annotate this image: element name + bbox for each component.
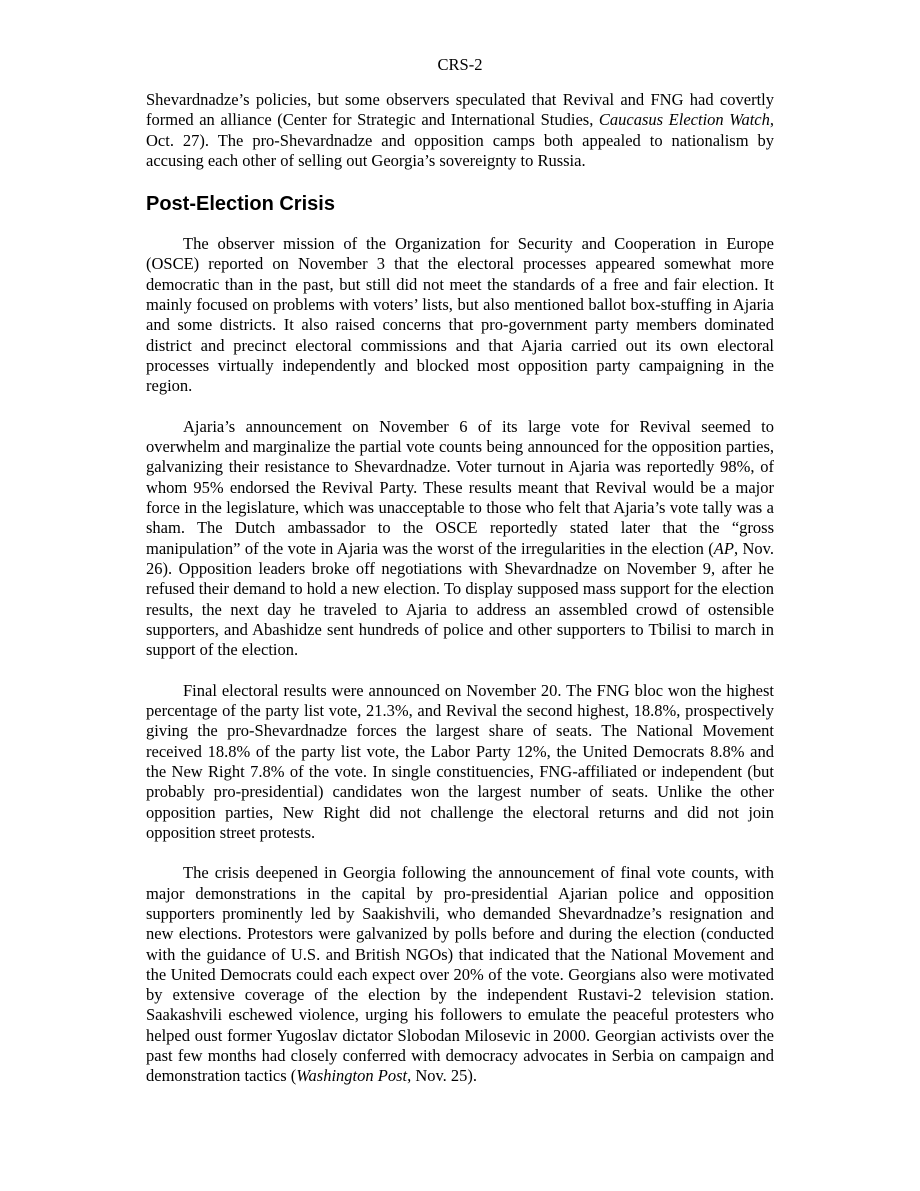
section-heading: Post-Election Crisis xyxy=(146,193,335,216)
document-page xyxy=(146,0,774,1087)
paragraph-2-text-2: , Nov. 26). Opposition leaders broke off negotiations with Shevardnadze on November 9, after he refused their demand to hold a new election. To display supposed mass support for the election results, the next day he traveled to Ajaria to address an assembled crowd of ostensible supporters, and Abashidze sent hundreds of police and other supporters to Tbilisi to march in support of the election. xyxy=(146,538,774,660)
paragraph-ajaria-announcement xyxy=(146,417,774,661)
page-number: CRS-2 xyxy=(437,55,483,74)
paragraph-crisis-deepened xyxy=(146,863,774,1086)
intro-paragraph xyxy=(146,90,774,171)
paragraph-osce-report: The observer mission of the Organization for Security and Cooperation in Europe (OSCE) reported on November 3 that the electoral processes appeared somewhat more democratic than in the past, but still did not meet the standards of a free and fair election. It mainly focused on problems with voters’ lists, but also mentioned ballot box-stuffing in Ajaria and some districts. It also raised concerns that pro-government party members dominated district and precinct electoral commissions and that Ajaria carried out its own electoral processes virtually independently and blocked most opposition party campaigning in the region. xyxy=(146,234,774,396)
intro-text-2: , Oct. 27). The pro-Shevardnadze and opposition camps both appealed to nationalism by accusing each other of selling out Georgia’s sovereignty to Russia. xyxy=(146,110,774,170)
paragraph-final-results: Final electoral results were announced on November 20. The FNG bloc won the highest percentage of the party list vote, 21.3%, and Revival the second highest, 18.8%, prospectively giving the pro-Shevardnadze forces the largest share of seats. The National Movement received 18.8% of the party list vote, the Labor Party 12%, the United Democrats 8.8% and the New Right 7.8% of the vote. In single constituencies, FNG-affiliated or independent (but probably pro-presidential) candidates won the largest number of seats. Unlike the other opposition parties, New Right did not challenge the electoral returns and did not join opposition street protests. xyxy=(146,680,774,842)
paragraph-2-source-citation: AP xyxy=(713,538,734,558)
paragraph-4-text-2: , Nov. 25). xyxy=(407,1066,478,1086)
paragraph-4-text-1: The crisis deepened in Georgia following the announcement of final vote counts, with major demonstrations in the capital by pro-presidential Ajarian police and opposition supporters prominently led by Saakishvili, who demanded Shevardnadze’s resignation and new elections. Protestors were galvanized by polls before and during the election (conducted with the guidance of U.S. and British NGOs) that indicated that the National Movement and the United Democrats could each expect over 20% of the vote. Georgians also were motivated by extensive coverage of the election by the independent Rustavi-2 television station. Saakashvili eschewed violence, urging his followers to emulate the peaceful protesters who helped oust former Yugoslav dictator Slobodan Milosevic in 2000. Georgian activists over the past few months had closely conferred with democracy advocates in Serbia on campaign and demonstration tactics ( xyxy=(146,863,774,1086)
intro-text-1: Shevardnadze’s policies, but some observers speculated that Revival and FNG had covertly formed an alliance (Center for Strategic and International Studies, xyxy=(146,90,774,130)
paragraph-2-text-1: Ajaria’s announcement on November 6 of its large vote for Revival seemed to overwhelm and marginalize the partial vote counts being announced for the opposition parties, galvanizing their resistance to Shevardnadze. Voter turnout in Ajaria was reportedly 98%, of whom 95% endorsed the Revival Party. These results meant that Revival would be a major force in the legislature, which was unacceptable to those who felt that Ajaria’s vote tally was a sham. The Dutch ambassador to the OSCE reportedly stated later that the “gross manipulation” of the vote in Ajaria was the worst of the irregularities in the election ( xyxy=(146,416,774,558)
paragraph-4-source-citation: Washington Post xyxy=(296,1066,408,1086)
intro-source-citation: Caucasus Election Watch xyxy=(598,110,770,130)
